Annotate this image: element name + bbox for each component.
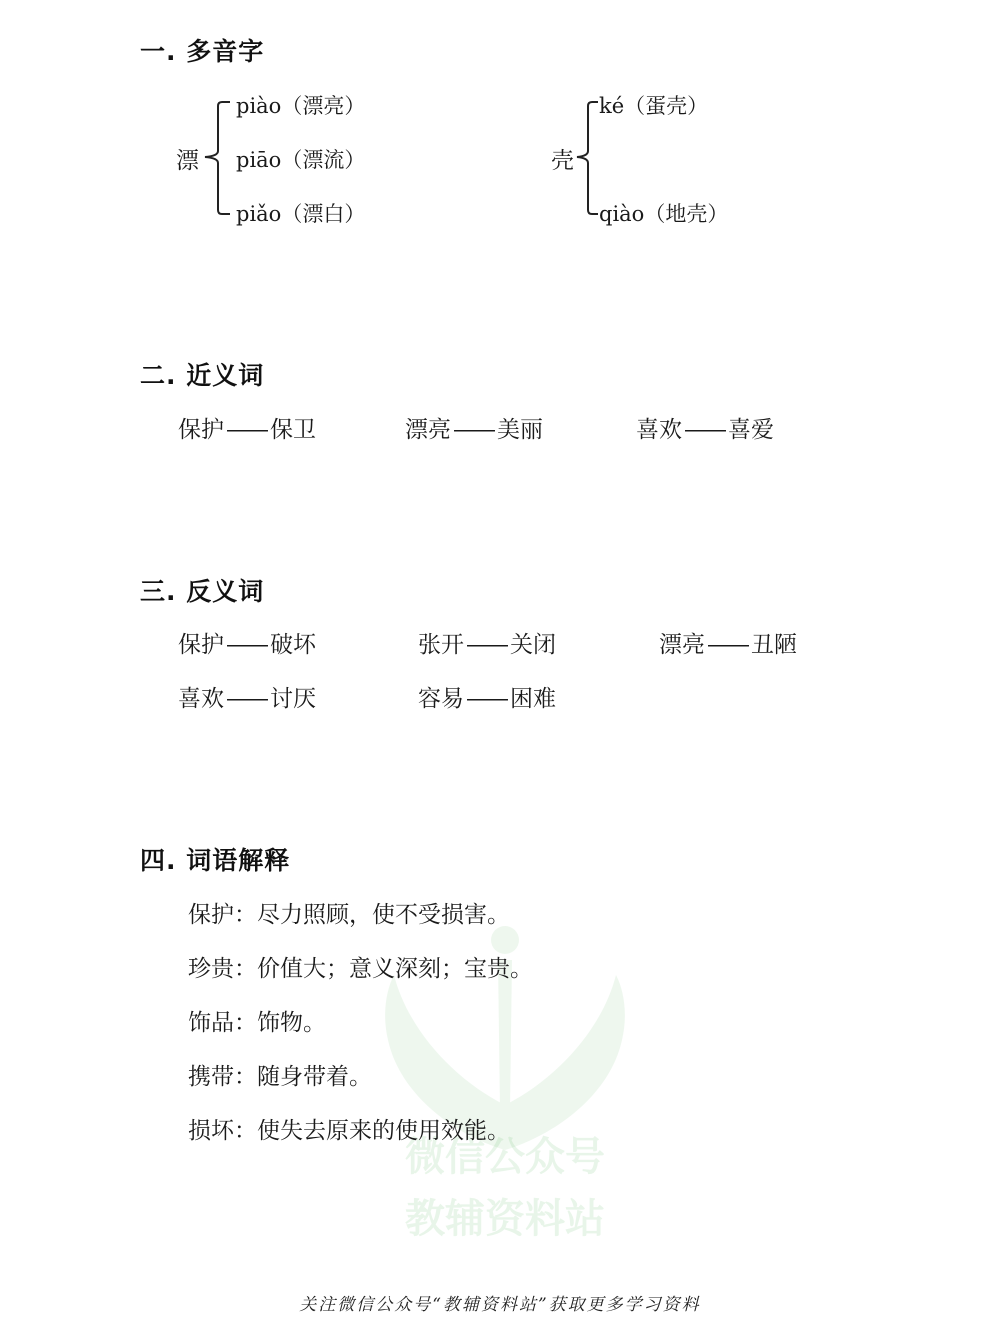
antonym-word-a: 漂亮: [659, 632, 705, 658]
antonym-word-b: 丑陋: [751, 632, 797, 658]
definition-separator: ：: [234, 902, 257, 928]
watermark-line2: 教辅资料站: [405, 1196, 605, 1242]
antonym-pair: [178, 626, 316, 659]
synonym-word-a: 喜欢: [636, 417, 682, 443]
pair-dash: ——: [226, 686, 266, 712]
watermark-line1: 微信公众号: [405, 1134, 605, 1180]
synonym-word-b: 喜爱: [728, 417, 774, 443]
reading-ke-2: qiào（地壳）: [599, 202, 729, 226]
synonym-word-a: 漂亮: [405, 417, 451, 443]
definition-text: 尽力照顾，使不受损害。: [257, 902, 510, 928]
antonym-word-a: 容易: [418, 686, 464, 712]
definition-separator: ：: [234, 1064, 257, 1090]
polyphonic-char-piao: 漂: [176, 148, 199, 174]
reading-piao-2: piāo（漂流）: [236, 148, 366, 172]
polyphonic-char-ke: 壳: [551, 148, 574, 174]
synonym-word-a: 保护: [178, 417, 224, 443]
pair-dash: ——: [226, 632, 266, 658]
bracket-ke: [574, 96, 600, 220]
definition-term: 珍贵: [188, 956, 234, 982]
definition-term: 损坏: [188, 1118, 234, 1144]
antonym-word-b: 困难: [510, 686, 556, 712]
bracket-piao: [200, 96, 234, 220]
watermark-right-leaf: [505, 975, 625, 1150]
pair-dash: ——: [466, 632, 506, 658]
synonym-pair: [405, 411, 543, 444]
reading-piao-1: piào（漂亮）: [236, 94, 366, 118]
definition-item: [188, 1058, 372, 1091]
pair-dash: ——: [684, 417, 724, 443]
antonym-word-a: 喜欢: [178, 686, 224, 712]
synonym-word-b: 保卫: [270, 417, 316, 443]
synonym-pair: [636, 411, 774, 444]
definition-text: 饰物。: [257, 1010, 326, 1036]
pair-dash: ——: [226, 417, 266, 443]
synonym-pair: [178, 411, 316, 444]
pair-dash: ——: [466, 686, 506, 712]
definition-item: [188, 1004, 326, 1037]
section-polyphonic-title: 一. 多音字: [140, 37, 265, 66]
reading-ke-1: ké（蛋壳）: [599, 94, 709, 118]
definition-separator: ：: [234, 956, 257, 982]
definition-separator: ：: [234, 1010, 257, 1036]
antonym-pair: [178, 680, 316, 713]
definition-item: [188, 950, 533, 983]
antonym-word-b: 关闭: [510, 632, 556, 658]
synonym-word-b: 美丽: [497, 417, 543, 443]
section-synonyms-title: 二. 近义词: [140, 361, 265, 390]
antonym-word-a: 张开: [418, 632, 464, 658]
definition-term: 保护: [188, 902, 234, 928]
definition-term: 携带: [188, 1064, 234, 1090]
definition-text: 随身带着。: [257, 1064, 372, 1090]
antonym-word-a: 保护: [178, 632, 224, 658]
section-definitions-title: 四. 词语解释: [140, 846, 291, 875]
footer-note: 关注微信公众号“教辅资料站”获取更多学习资料: [299, 1295, 701, 1315]
antonym-word-b: 讨厌: [270, 686, 316, 712]
reading-piao-3: piǎo（漂白）: [236, 202, 366, 226]
antonym-pair: [418, 680, 556, 713]
section-antonyms-title: 三. 反义词: [140, 577, 265, 606]
antonym-pair: [418, 626, 556, 659]
definition-separator: ：: [234, 1118, 257, 1144]
antonym-pair: [659, 626, 797, 659]
definition-item: [188, 896, 510, 929]
definition-term: 饰品: [188, 1010, 234, 1036]
definition-text: 价值大；意义深刻；宝贵。: [257, 956, 533, 982]
definition-text: 使失去原来的使用效能。: [257, 1118, 510, 1144]
definition-item: [188, 1112, 510, 1145]
pair-dash: ——: [453, 417, 493, 443]
antonym-word-b: 破坏: [270, 632, 316, 658]
pair-dash: ——: [707, 632, 747, 658]
